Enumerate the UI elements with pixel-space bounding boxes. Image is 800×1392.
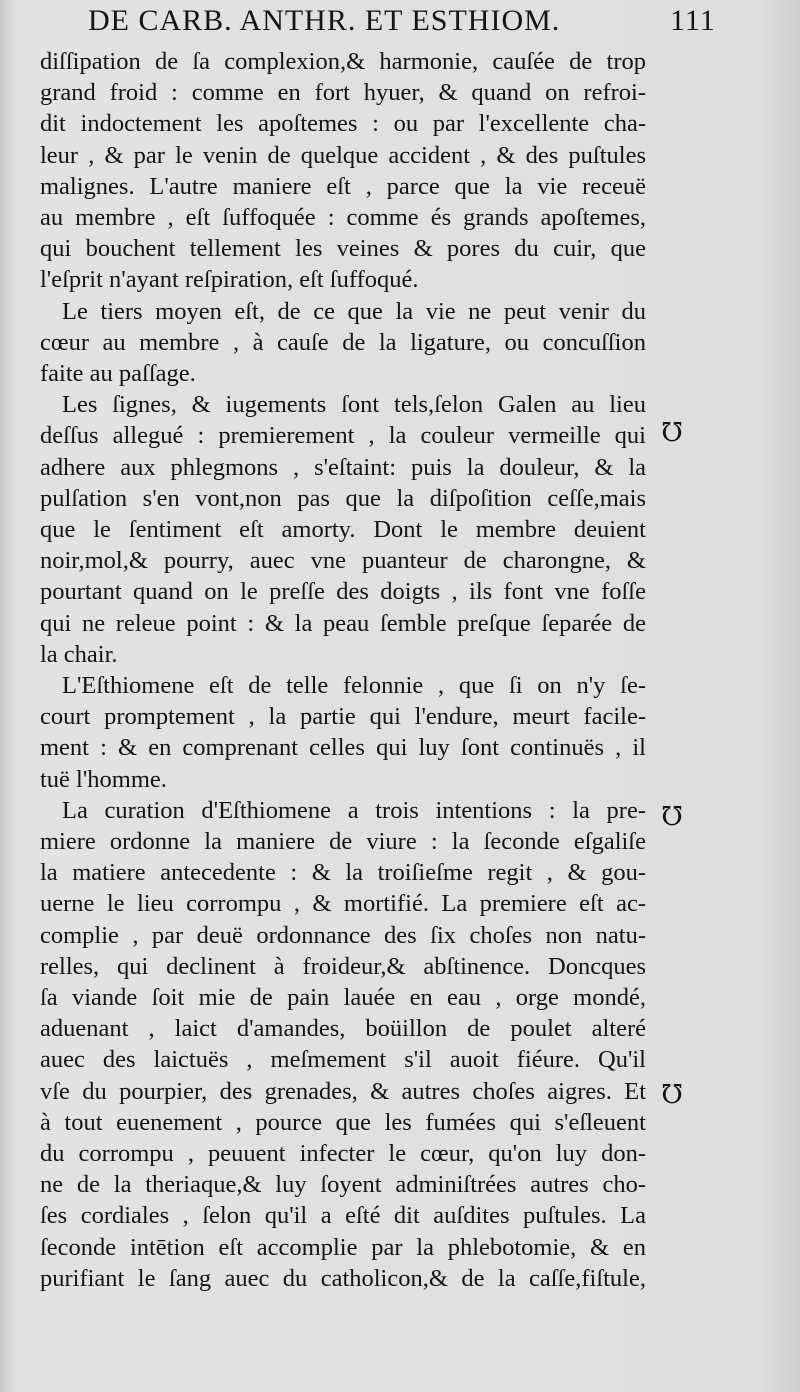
- text-line: court promptement , la partie qui l'endure, meurt facile-: [40, 703, 646, 730]
- text-line: miere ordonne la maniere de viure : la ſeconde eſgaliſe: [40, 828, 646, 855]
- text-line: L'Eſthiomene eſt de telle felonnie , que ſi on n'y ſe-: [62, 672, 646, 699]
- text-line: ſes cordiales , ſelon qu'il a eſté dit auſdites puſtules. La: [40, 1202, 646, 1229]
- page-number: 111: [670, 4, 716, 37]
- text-line: aduenant , laict d'amandes, boüillon de poulet alteré: [40, 1015, 646, 1042]
- text-line: malignes. L'autre maniere eſt , parce que la vie receuë: [40, 173, 646, 200]
- text-line: qui ne releue point : & la peau ſemble preſque ſeparée de: [40, 610, 646, 637]
- text-line: grand froid : comme en fort hyuer, & quand on refroi-: [40, 79, 646, 106]
- running-title: DE CARB. ANTHR. ET ESTHIOM.: [88, 4, 561, 37]
- text-line: Le tiers moyen eſt, de ce que la vie ne peut venir du: [62, 298, 646, 325]
- text-line: tuë l'homme.: [40, 766, 167, 793]
- text-line: complie , par deuë ordonnance des ſix choſes non natu-: [40, 922, 646, 949]
- text-line: la chair.: [40, 641, 118, 668]
- text-line: adhere aux phlegmons , s'eſtaint: puis la douleur, & la: [40, 454, 646, 481]
- text-line: faite au paſſage.: [40, 360, 196, 387]
- text-line: cœur au membre , à cauſe de la ligature, ou concuſſion: [40, 329, 646, 356]
- text-line: que le ſentiment eſt amorty. Dont le membre deuient: [40, 516, 646, 543]
- text-line: relles, qui declinent à froideur,& abſtinence. Doncques: [40, 953, 646, 980]
- text-line: Les ſignes, & iugements ſont tels,ſelon Galen au lieu: [62, 391, 646, 418]
- text-line: pourtant quand on le preſſe des doigts , ils font vne foſſe: [40, 578, 646, 605]
- text-line: au membre , eſt ſuffoquée : comme és grands apoſtemes,: [40, 204, 646, 231]
- text-line: du corrompu , peuuent infecter le cœur, qu'on luy don-: [40, 1140, 646, 1167]
- text-line: à tout euenement , pource que les fumées qui s'eſleuent: [40, 1109, 646, 1136]
- text-line: auec des laictuës , meſmement s'il auoit fiéure. Qu'il: [40, 1046, 646, 1073]
- text-line: l'eſprit n'ayant reſpiration, eſt ſuffoqué.: [40, 266, 419, 293]
- text-line: ne de la theriaque,& luy ſoyent adminiſtrées autres cho-: [40, 1171, 646, 1198]
- text-line: ment : & en comprenant celles qui luy ſont continuës , il: [40, 734, 646, 761]
- marginal-symbol: ℧: [661, 418, 683, 447]
- text-line: la matiere antecedente : & la troiſieſme regit , & gou-: [40, 859, 646, 886]
- marginal-symbol: ℧: [661, 1080, 683, 1109]
- text-line: leur , & par le venin de quelque accident , & des puſtules: [40, 142, 646, 169]
- text-line: noir,mol,& pourry, auec vne puanteur de charongne, &: [40, 547, 646, 574]
- text-line: deſſus allegué : premierement , la couleur vermeille qui: [40, 422, 646, 449]
- text-line: ſa viande ſoit mie de pain lauée en eau , orge mondé,: [40, 984, 646, 1011]
- text-line: uerne le lieu corrompu , & mortifié. La premiere eſt ac-: [40, 890, 646, 917]
- marginal-symbol: ℧: [661, 802, 683, 831]
- text-line: pulſation s'en vont,non pas que la diſpoſition ceſſe,mais: [40, 485, 646, 512]
- text-line: purifiant le ſang auec du catholicon,& de la caſſe,fiſtule,: [40, 1265, 646, 1292]
- text-line: vſe du pourpier, des grenades, & autres choſes aigres. Et: [40, 1078, 646, 1105]
- running-header: [88, 4, 788, 38]
- text-line: La curation d'Eſthiomene a trois intentions : la pre-: [62, 797, 646, 824]
- text-line: qui bouchent tellement les veines & pores du cuir, que: [40, 235, 646, 262]
- text-line: ſeconde intētion eſt accomplie par la phlebotomie, & en: [40, 1234, 646, 1261]
- text-line: diſſipation de ſa complexion,& harmonie, cauſée de trop: [40, 48, 646, 75]
- text-line: dit indoctement les apoſtemes : ou par l'excellente cha-: [40, 110, 646, 137]
